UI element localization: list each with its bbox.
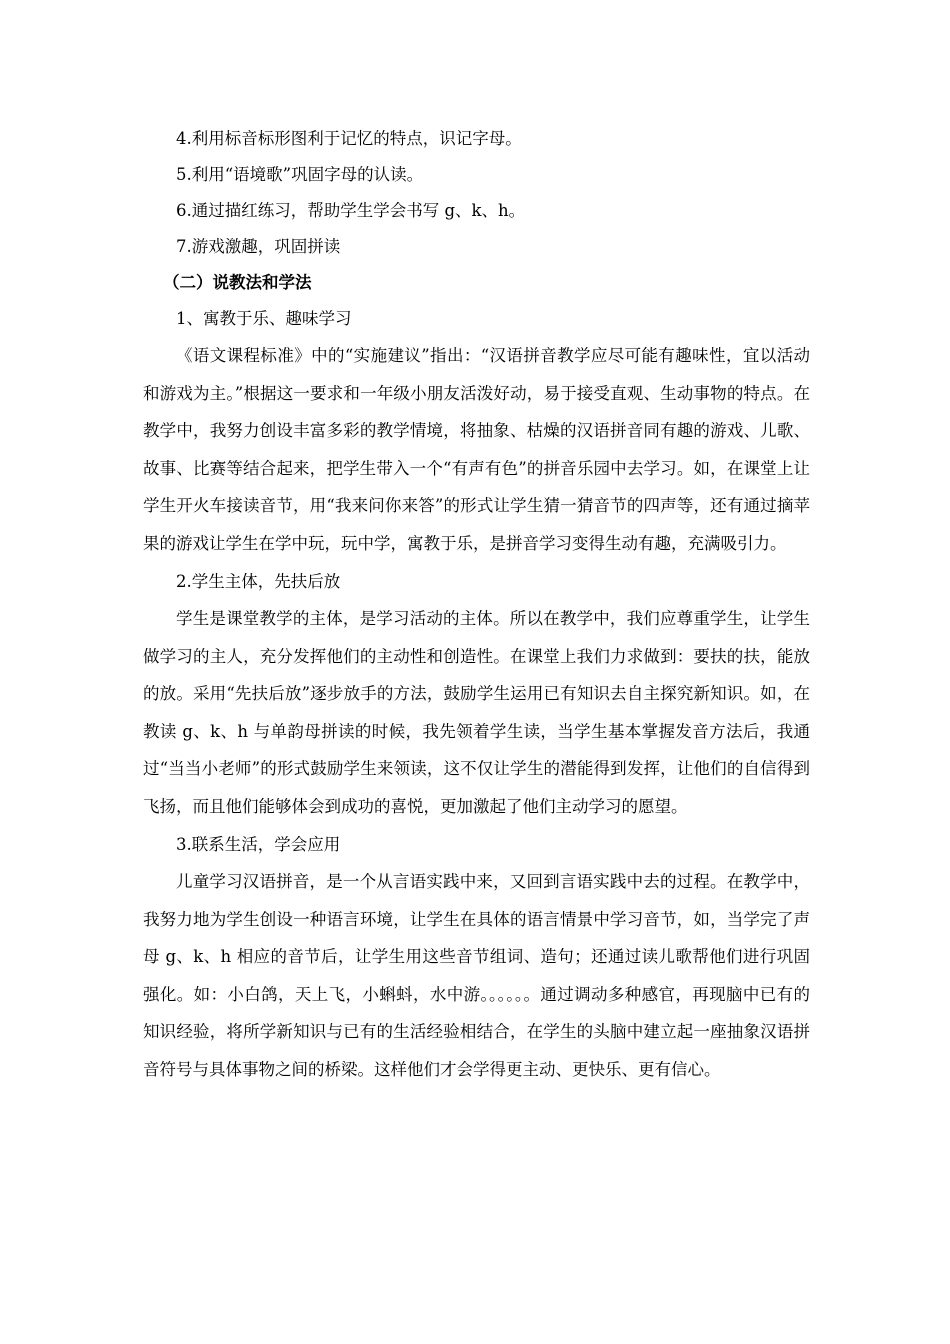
subsection-title: 2.学生主体，先扶后放	[176, 572, 341, 591]
subsection-title: 1、寓教于乐、趣味学习	[176, 309, 352, 328]
subsection-title: 3.联系生活，学会应用	[176, 835, 341, 854]
document-body	[143, 121, 810, 1088]
list-item: 7.游戏激趣，巩固拼读	[176, 237, 341, 256]
subsection-paragraph: 《语文课程标准》中的“实施建议”指出：“汉语拼音教学应尽可能有趣味性，宜以活动和游戏为主。”根据这一要求和一年级小朋友活泼好动，易于接受直观、生动事物的特点。在教学中，我努力创设丰富多彩的教学情境，将抽象、枯燥的汉语拼音同有趣的游戏、儿歌、故事、比赛等结合起来，把学生带入一个“有声有色”的拼音乐园中去学习。如，在课堂上让学生开火车接读音节，用“我来问你来答”的形式让学生猜一猜音节的四声等，还有通过摘苹果的游戏让学生在学中玩，玩中学，寓教于乐，是拼音学习变得生动有趣，充满吸引力。	[143, 346, 810, 553]
list-item: 4.利用标音标形图利于记忆的特点，识记字母。	[176, 129, 522, 148]
subsection-paragraph: 学生是课堂教学的主体，是学习活动的主体。所以在教学中，我们应尊重学生，让学生做学习的主人，充分发挥他们的主动性和创造性。在课堂上我们力求做到：要扶的扶，能放的放。采用“先扶后放”逐步放手的方法，鼓励学生运用已有知识去自主探究新知识。如，在教读 g、k、h 与单韵母拼读的时候，我先领着学生读，当学生基本掌握发音方法后，我通过“当当小老师”的形式鼓励学生来领读，这不仅让学生的潜能得到发挥，让他们的自信得到飞扬，而且他们能够体会到成功的喜悦，更加激起了他们主动学习的愿望。	[143, 609, 810, 816]
list-item: 5.利用“语境歌”巩固字母的认读。	[176, 165, 424, 184]
list-item: 6.通过描红练习，帮助学生学会书写 g、k、h。	[176, 201, 526, 220]
section-heading: （二）说教法和学法	[163, 273, 312, 292]
subsection-paragraph: 儿童学习汉语拼音，是一个从言语实践中来，又回到言语实践中去的过程。在教学中，我努力地为学生创设一种语言环境，让学生在具体的语言情景中学习音节，如，当学完了声母 g、k、h 相应的音节后，让学生用这些音节组词、造句；还通过读儿歌帮他们进行巩固强化。如：小白鸽，天上飞，小蝌蚪，水中游。。。。。。通过调动多种感官，再现脑中已有的知识经验，将所学新知识与已有的生活经验相结合，在学生的头脑中建立起一座抽象汉语拼音符号与具体事物之间的桥梁。这样他们才会学得更主动、更快乐、更有信心。	[143, 872, 810, 1079]
